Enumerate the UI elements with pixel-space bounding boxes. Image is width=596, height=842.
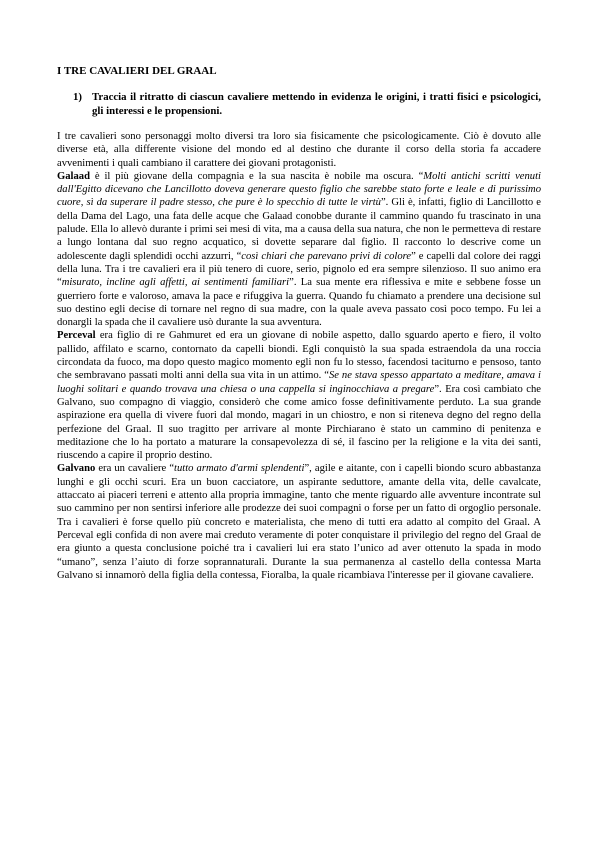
galaad-paragraph [57,170,541,330]
question-text: Traccia il ritratto di ciascun cavaliere mettendo in evidenza le origini, i tratti fisici e psicologici, gli interessi e le propensioni. [92,91,541,117]
perceval-quote-1: Se ne stava spesso appartato a meditare, amava i luoghi solitari e quando trovava una chiesa o una cappella si inginocchiava a pregare [57,370,541,395]
document-title: I TRE CAVALIERI DEL GRAAL [57,65,217,77]
galvano-paragraph [57,462,541,582]
galvano-text-2: ”, agile e aitante, con i capelli biondo scuro abbastanza lunghi e gli occhi scuri. Era un buon cacciatore, un aspirante seduttore, amante della vita, delle cavalcate, attaccato ai piaceri terreni e attento alla propria immagine, tanto che mente riguardo alle avventure incontrate sul suo cammino per non sentirsi inferiore alle prodezze dei suoi compagni o forse per un fatto di orgoglio personale. Tra i cavalieri è forse quello più concreto e materialista, che meno di tutti era adatto al compito del Graal. A Perceval egli confida di non avere mai creduto veramente di poter conquistare il privilegio del regno del Graal de era giunto a questa conclusione poiché tra i cavalieri lui era stato l’unico ad aver ottenuto la spada in modo “umano”, senza l’aiuto di forze soprannaturali. Durante la sua permanenza al castello della contessa Marta Galvano si innamorò della figlia della contessa, Fioralba, la quale ricambiava l'interesse per il giovane cavaliere. [57,463,542,581]
galvano-name: Galvano [57,463,96,475]
galaad-quote-1: Molti antichi scritti venuti dall'Egitto dicevano che Lancillotto doveva generare questo figlio che sarebbe stato forte e leale e di purissimo cuore, sì da superare il padre stesso, che pure è lo specchio di tutte le virtù [57,170,541,209]
perceval-paragraph [57,329,541,462]
question-item [73,90,541,118]
perceval-text-1: era figlio di re Gahmuret ed era un giovane di nobile aspetto, dallo sguardo aperto e fiero, il volto pallido, affilato e scarno, contornato da capelli biondi. Egli conquistò la sua spada estraendola da una roccia circondata da fuoco, ma dopo questo magico momento egli non fu lo stesso, facendosi taciturno e pensoso, tanto che sembravano passati molti anni della sua vita in un attimo. “ [57,330,541,382]
galaad-text-2: ”. Gli è, infatti, figlio di Lancillotto e della Dama del Lago, una fata delle acque che Galaad conobbe durante il cammino quando fu trascinato in una palude. Ella lo allevò durante i primi sei mesi di vita, ma a causa della sua natura, che non le permetteva di restare a lungo lontana dal suo regno acquatico, si dovette separare dal figlio. Il racconto lo descrive come un adolescente dagli splendidi occhi azzurri, “ [57,197,541,262]
essay-body [57,130,541,582]
galaad-text-4: ”. La sua mente era riflessiva e mite e sebbene fosse un guerriero forte e valoroso, amava la pace e rifuggiva la guerra. Quando fu chiamato a prendere una decisione sul suo destino egli decise di tornare nel regno di sua madre, con la quale aveva passato così poco tempo. Fu lei a donargli la spada che il cavaliere usò durante la sua avventura. [57,277,541,329]
perceval-text-2: ”. Era così cambiato che Galvano, suo compagno di viaggio, considerò che come amico fosse definitivamente perduto. La sua grande aspirazione era quella di vivere fuori dal mondo, magari in un chiostro, e non si riteneva degno del regno della perfezione del Graal. Il suo tragitto per arrivare al monte Pirchiarano è stato un cammino di penitenza e meditazione che lo ha portato a maturare la consapevolezza di sé, il fascino per la religione e la vita dei santi, riuscendo a capire il proprio destino. [57,383,541,462]
galvano-quote-1: tutto armato d'armi splendenti [174,463,305,475]
question-number: 1) [73,91,82,103]
intro-paragraph: I tre cavalieri sono personaggi molto diversi tra loro sia fisicamente che psicologicamente. Ciò è dovuto alle diverse età, alla differente visione del mondo ed al destino che durante il corso della storia fa accadere avvenimenti i quali cambiano il carattere dei giovani protagonisti. [57,131,541,169]
galaad-name: Galaad [57,170,90,182]
galaad-text-3: ” e capelli dal colore dei raggi della luna. Tra i tre cavalieri era il più tenero di cuore, serio, pignolo ed era sempre silenzioso. Il suo animo era “ [57,250,541,289]
galaad-quote-3: misurato, incline agli affetti, ai sentimenti familiari [61,277,290,289]
perceval-name: Perceval [57,330,96,342]
galaad-text-1: è il più giovane della compagnia e la sua nascita è nobile ma oscura. “ [89,170,424,182]
galaad-quote-2: così chiari che parevano privi di colore [241,250,412,262]
galvano-text-1: era un cavaliere “ [95,463,175,475]
